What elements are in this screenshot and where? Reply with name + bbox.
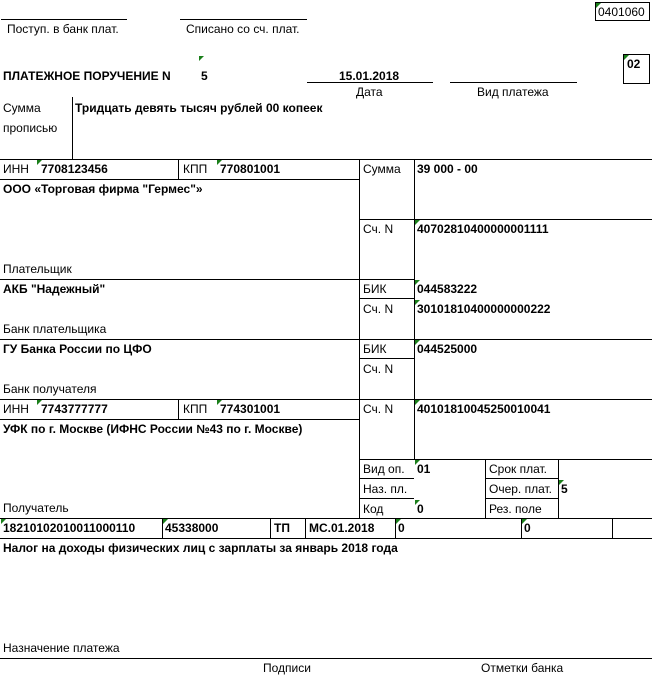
op-type[interactable]: 01 — [417, 462, 431, 476]
payer-account-label: Сч. N — [363, 222, 394, 236]
document-title: ПЛАТЕЖНОЕ ПОРУЧЕНИЕ N — [3, 69, 171, 83]
payer-role-label: Плательщик — [3, 262, 72, 276]
payee-kpp-label: КПП — [183, 402, 208, 416]
payee-name[interactable]: УФК по г. Москве (ИФНС России №43 по г. Москве) — [3, 422, 303, 436]
received-label: Поступ. в банк плат. — [7, 22, 119, 36]
comment-marker-icon — [596, 3, 601, 8]
form-code-box — [595, 2, 650, 21]
form-code: 0401060 — [598, 5, 645, 19]
sum-value[interactable]: 39 000 - 00 — [417, 162, 478, 176]
purpose-label: Назначение платежа — [3, 641, 120, 655]
payer-bank-account[interactable]: 30101810400000000222 — [417, 302, 551, 316]
tax-basis[interactable]: ТП — [274, 521, 290, 535]
tax-period[interactable]: МС.01.2018 — [309, 521, 375, 535]
amount-words-label-1: Сумма — [3, 101, 41, 115]
code[interactable]: 0 — [417, 502, 424, 516]
payee-account-label: Сч. N — [363, 402, 394, 416]
comment-marker-icon — [624, 55, 629, 60]
tax-doc-number[interactable]: 0 — [398, 521, 405, 535]
payer-inn[interactable]: 7708123456 — [41, 162, 108, 176]
document-number[interactable]: 5 — [201, 69, 208, 83]
status-code: 02 — [627, 57, 641, 71]
due-date-label: Срок плат. — [489, 462, 548, 476]
payee-bank-bik[interactable]: 044525000 — [417, 342, 478, 356]
sum-label: Сумма — [363, 162, 401, 176]
payee-inn-label: ИНН — [3, 402, 29, 416]
payee-bank-role-label: Банк получателя — [3, 382, 97, 396]
comment-marker-icon — [199, 56, 204, 61]
payee-kpp[interactable]: 774301001 — [220, 402, 281, 416]
date-label: Дата — [356, 85, 383, 99]
amount-words-label-2: прописью — [3, 121, 58, 135]
reserve-label: Рез. поле — [489, 502, 542, 516]
payer-bank-bik-label: БИК — [363, 282, 387, 296]
purpose-text[interactable]: Налог на доходы физических лиц с зарплаты за январь 2018 года — [3, 541, 398, 555]
payer-bank-bik[interactable]: 044583222 — [417, 282, 478, 296]
priority-label: Очер. плат. — [489, 482, 553, 496]
payee-bank-bik-label: БИК — [363, 342, 387, 356]
bank-marks-label: Отметки банка — [481, 661, 564, 675]
payee-role-label: Получатель — [3, 501, 69, 515]
purpose-code-label: Наз. пл. — [363, 482, 408, 496]
code-label: Код — [363, 502, 384, 516]
payer-bank-account-label: Сч. N — [363, 302, 394, 316]
debited-label: Списано со сч. плат. — [186, 22, 300, 36]
payee-bank-name[interactable]: ГУ Банка России по ЦФО — [3, 342, 152, 356]
tax-doc-date[interactable]: 0 — [524, 521, 531, 535]
op-type-label: Вид оп. — [363, 462, 405, 476]
payment-type-label: Вид платежа — [477, 85, 549, 99]
payee-account[interactable]: 40101810045250010041 — [417, 402, 551, 416]
oktmo[interactable]: 45338000 — [165, 521, 219, 535]
amount-words-value[interactable]: Тридцать девять тысяч рублей 00 копеек — [75, 101, 323, 115]
kbk[interactable]: 18210102010011000110 — [3, 521, 136, 535]
payer-kpp[interactable]: 770801001 — [220, 162, 281, 176]
payee-bank-account-label: Сч. N — [363, 362, 394, 376]
payee-inn[interactable]: 7743777777 — [41, 402, 108, 416]
date-value[interactable]: 15.01.2018 — [339, 69, 400, 83]
signatures-label: Подписи — [263, 661, 311, 675]
payer-name[interactable]: ООО «Торговая фирма "Гермес"» — [3, 182, 203, 196]
payer-account[interactable]: 40702810400000001111 — [417, 222, 549, 236]
payer-inn-label: ИНН — [3, 162, 29, 176]
payer-bank-role-label: Банк плательщика — [3, 322, 107, 336]
priority[interactable]: 5 — [561, 482, 568, 496]
payer-kpp-label: КПП — [183, 162, 208, 176]
payer-bank-name[interactable]: АКБ "Надежный" — [3, 282, 106, 296]
